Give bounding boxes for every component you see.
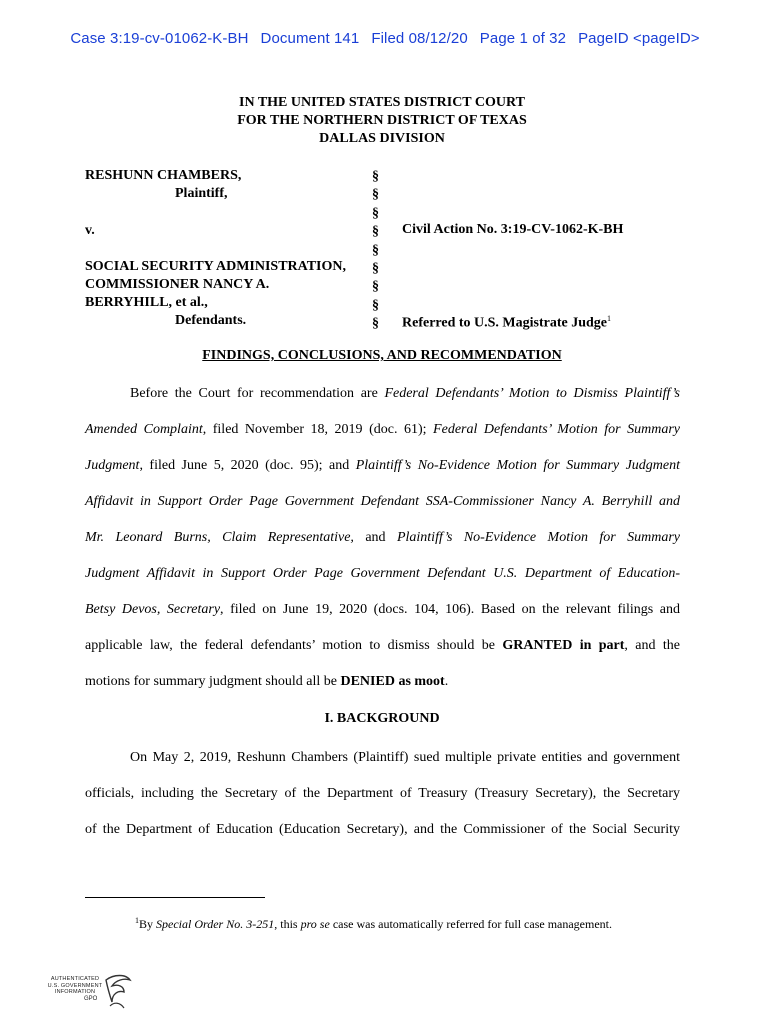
intro-line: Judgment Affidavit in Support Order Page Government Defendant U.S. Department of Education- bbox=[85, 566, 680, 581]
court-name-line1: IN THE UNITED STATES DISTRICT COURT bbox=[239, 95, 525, 110]
intro-line: Betsy Devos, Secretary, filed on June 19, 2020 (docs. 104, 106). Based on the relevant filings and bbox=[85, 602, 680, 617]
gpo-seal-text: AUTHENTICATED U.S. GOVERNMENT INFORMATION bbox=[47, 976, 103, 995]
plaintiff-name: RESHUNN CHAMBERS, bbox=[85, 168, 242, 183]
document-number: Document 141 bbox=[260, 30, 360, 47]
filed-date: Filed 08/12/20 bbox=[371, 30, 468, 47]
caption-versus: v. bbox=[85, 223, 95, 238]
intro-line: Mr. Leonard Burns, Claim Representative, and Plaintiff’s No-Evidence Motion for Summary bbox=[85, 530, 680, 545]
section-heading-background: I. BACKGROUND bbox=[324, 711, 440, 726]
section-symbol: § bbox=[372, 279, 379, 295]
footnote-ref: 1 bbox=[607, 314, 612, 323]
intro-line: Judgment, filed June 5, 2020 (doc. 95); and Plaintiff’s No-Evidence Motion for Summary Judgment bbox=[85, 458, 680, 473]
section-symbol: § bbox=[372, 242, 379, 258]
court-name-line2: FOR THE NORTHERN DISTRICT OF TEXAS bbox=[237, 113, 527, 128]
defendant-line-2: COMMISSIONER NANCY A. bbox=[85, 277, 270, 292]
gpo-authentication-seal bbox=[44, 972, 134, 1016]
caption-defendants bbox=[85, 258, 346, 330]
intro-paragraph bbox=[85, 376, 680, 700]
intro-line: Affidavit in Support Order Page Government Defendant SSA-Commissioner Nancy A. Berryhill and bbox=[85, 494, 680, 509]
footnote-marker: 1 bbox=[135, 916, 139, 925]
caption-plaintiff bbox=[85, 167, 241, 203]
intro-line: motions for summary judgment should all be DENIED as moot. bbox=[85, 674, 449, 689]
intro-line: applicable law, the federal defendants’ motion to dismiss should be GRANTED in part, and the bbox=[85, 638, 680, 653]
ecf-header bbox=[0, 30, 770, 47]
eagle-icon bbox=[100, 972, 134, 1016]
section-symbol: § bbox=[372, 205, 379, 221]
background-line: officials, including the Secretary of the Department of Treasury (Treasury Secretary), the Secretary bbox=[85, 786, 680, 801]
section-symbol: § bbox=[372, 260, 379, 276]
defendant-line-1: SOCIAL SECURITY ADMINISTRATION, bbox=[85, 259, 347, 274]
plaintiff-role: Plaintiff, bbox=[175, 186, 228, 201]
case-number: Case 3:19-cv-01062-K-BH bbox=[70, 30, 249, 47]
defendant-role: Defendants. bbox=[175, 313, 247, 328]
footnote-divider bbox=[85, 897, 265, 898]
page-count: Page 1 of 32 bbox=[479, 30, 567, 47]
court-division: DALLAS DIVISION bbox=[319, 131, 445, 146]
background-line: of the Department of Education (Education Secretary), and the Commissioner of the Social Security bbox=[85, 822, 680, 837]
defendant-line-3: BERRYHILL, et al., bbox=[85, 295, 208, 310]
section-symbol-column bbox=[372, 168, 379, 334]
section-symbol: § bbox=[372, 169, 379, 184]
document-title: FINDINGS, CONCLUSIONS, AND RECOMMENDATION bbox=[202, 348, 562, 363]
referral-text: Referred to U.S. Magistrate Judge bbox=[402, 315, 608, 331]
intro-line: Before the Court for recommendation are Federal Defendants’ Motion to Dismiss Plaintiff’s bbox=[130, 386, 680, 401]
referral-note bbox=[402, 314, 611, 332]
footnote: $^1$By Special Order No. 3-251, this pro se case was automatically referred for full case management. bbox=[135, 916, 613, 931]
section-symbol: § bbox=[372, 187, 379, 203]
intro-line: Amended Complaint, filed November 18, 2019 (doc. 61); Federal Defendants’ Motion for Summary bbox=[85, 422, 680, 437]
background-paragraph bbox=[85, 740, 680, 848]
section-symbol: § bbox=[372, 297, 379, 313]
civil-action-number: Civil Action No. 3:19-CV-1062-K-BH bbox=[402, 222, 624, 237]
background-line: On May 2, 2019, Reshunn Chambers (Plaintiff) sued multiple private entities and government bbox=[130, 750, 680, 765]
section-symbol: § bbox=[372, 224, 379, 240]
section-symbol: § bbox=[372, 316, 379, 332]
gpo-mark: GPO bbox=[84, 996, 98, 1002]
page-id: PageID <pageID> bbox=[578, 30, 700, 47]
